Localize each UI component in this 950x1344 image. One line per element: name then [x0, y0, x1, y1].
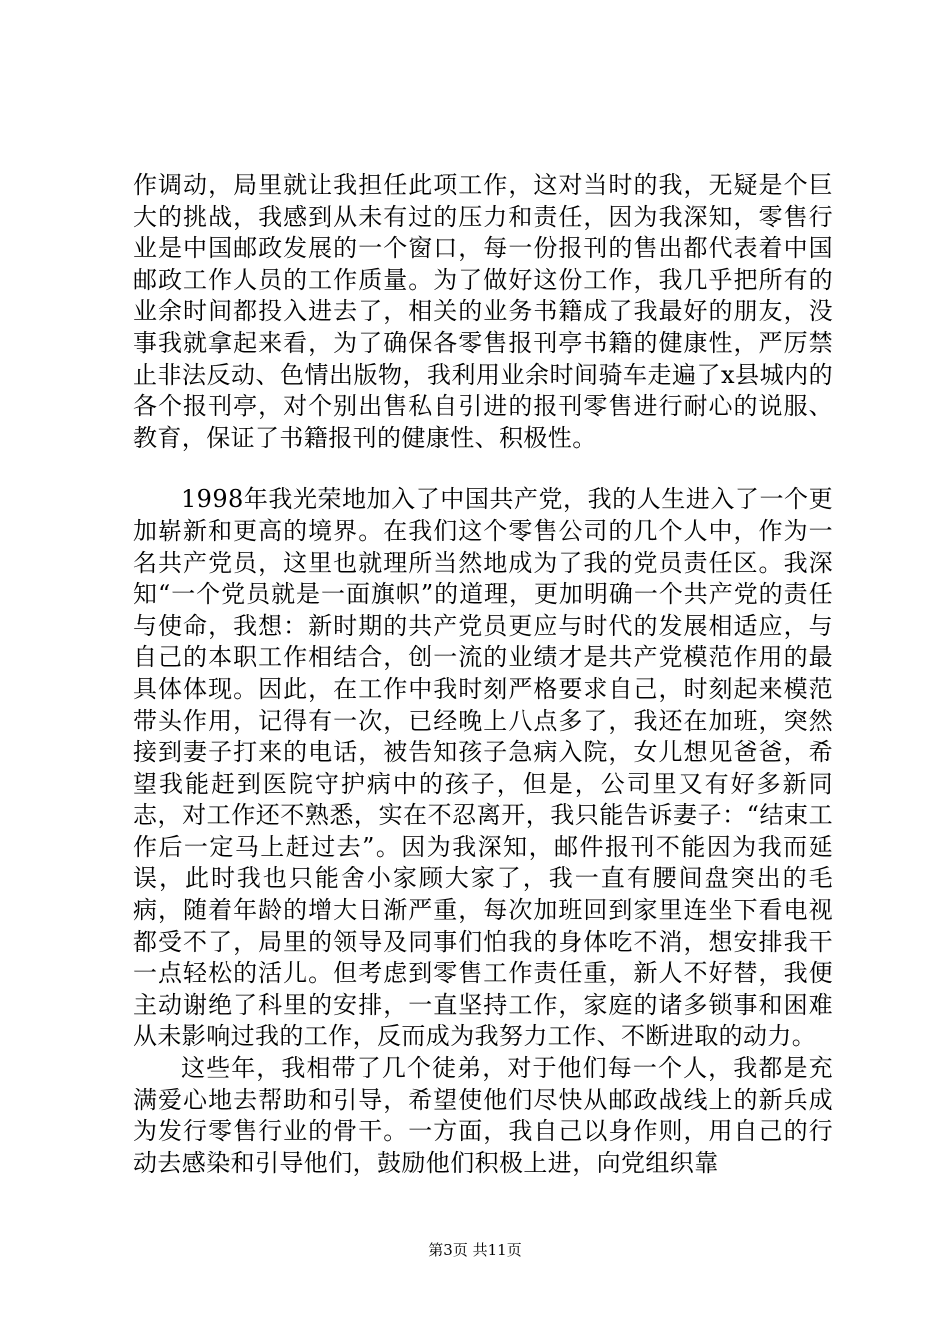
paragraph-2: 1998年我光荣地加入了中国共产党，我的人生进入了一个更加崭新和更高的境界。在我们这个零售公司的几个人中，作为一名共产党员，这里也就理所当然地成为了我的党员责任区。我深知“一个党员就是一面旗帜”的道理，更加明确一个共产党的责任与使命，我想：新时期的共产党员更应与时代的发展相适应，与自己的本职工作相结合，创一流的业绩才是共产党模范作用的最具体体现。因此，在工作中我时刻严格要求自己，时刻起来模范带头作用，记得有一次，已经晚上八点多了，我还在加班，突然接到妻子打来的电话，被告知孩子急病入院，女儿想见爸爸，希望我能赶到医院守护病中的孩子，但是，公司里又有好多新同志，对工作还不熟悉，实在不忍离开，我只能告诉妻子：“结束工作后一定马上赶过去”。因为我深知，邮件报刊不能因为我而延误，此时我也只能舍小家顾大家了，我一直有腰间盘突出的毛病，随着年龄的增大日渐严重，每次加班回到家里连坐下看电视都受不了，局里的领导及同事们怕我的身体吃不消，想安排我干一点轻松的活儿。但考虑到零售工作责任重，新人不好替，我便主动谢绝了科里的安排，一直坚持工作，家庭的诸多锁事和困难从未影响过我的工作，反而成为我努力工作、不断进取的动力。: [133, 485, 833, 1051]
paragraph-3: 这些年，我相带了几个徒弟，对于他们每一个人，我都是充满爱心地去帮助和引导，希望使他们尽快从邮政战线上的新兵成为发行零售行业的骨干。一方面，我自己以身作则，用自己的行动去感染和引导他们，鼓励他们积极上进，向党组织靠: [133, 1054, 833, 1177]
paragraph-1: 作调动，局里就让我担任此项工作，这对当时的我，无疑是个巨大的挑战，我感到从未有过的压力和责任，因为我深知，零售行业是中国邮政发展的一个窗口，每一份报刊的售出都代表着中国邮政工作人员的工作质量。为了做好这份工作，我几乎把所有的业余时间都投入进去了，相关的业务书籍成了我最好的朋友，没事我就拿起来看，为了确保各零售报刊亭书籍的健康性，严厉禁止非法反动、色情出版物，我利用业余时间骑车走遍了x县城内的各个报刊亭，对个别出售私自引进的报刊零售进行耐心的说服、教育，保证了书籍报刊的健康性、积极性。: [133, 171, 833, 452]
page-footer: 第3页 共11页: [428, 1241, 522, 1259]
body-text: [133, 170, 833, 1179]
